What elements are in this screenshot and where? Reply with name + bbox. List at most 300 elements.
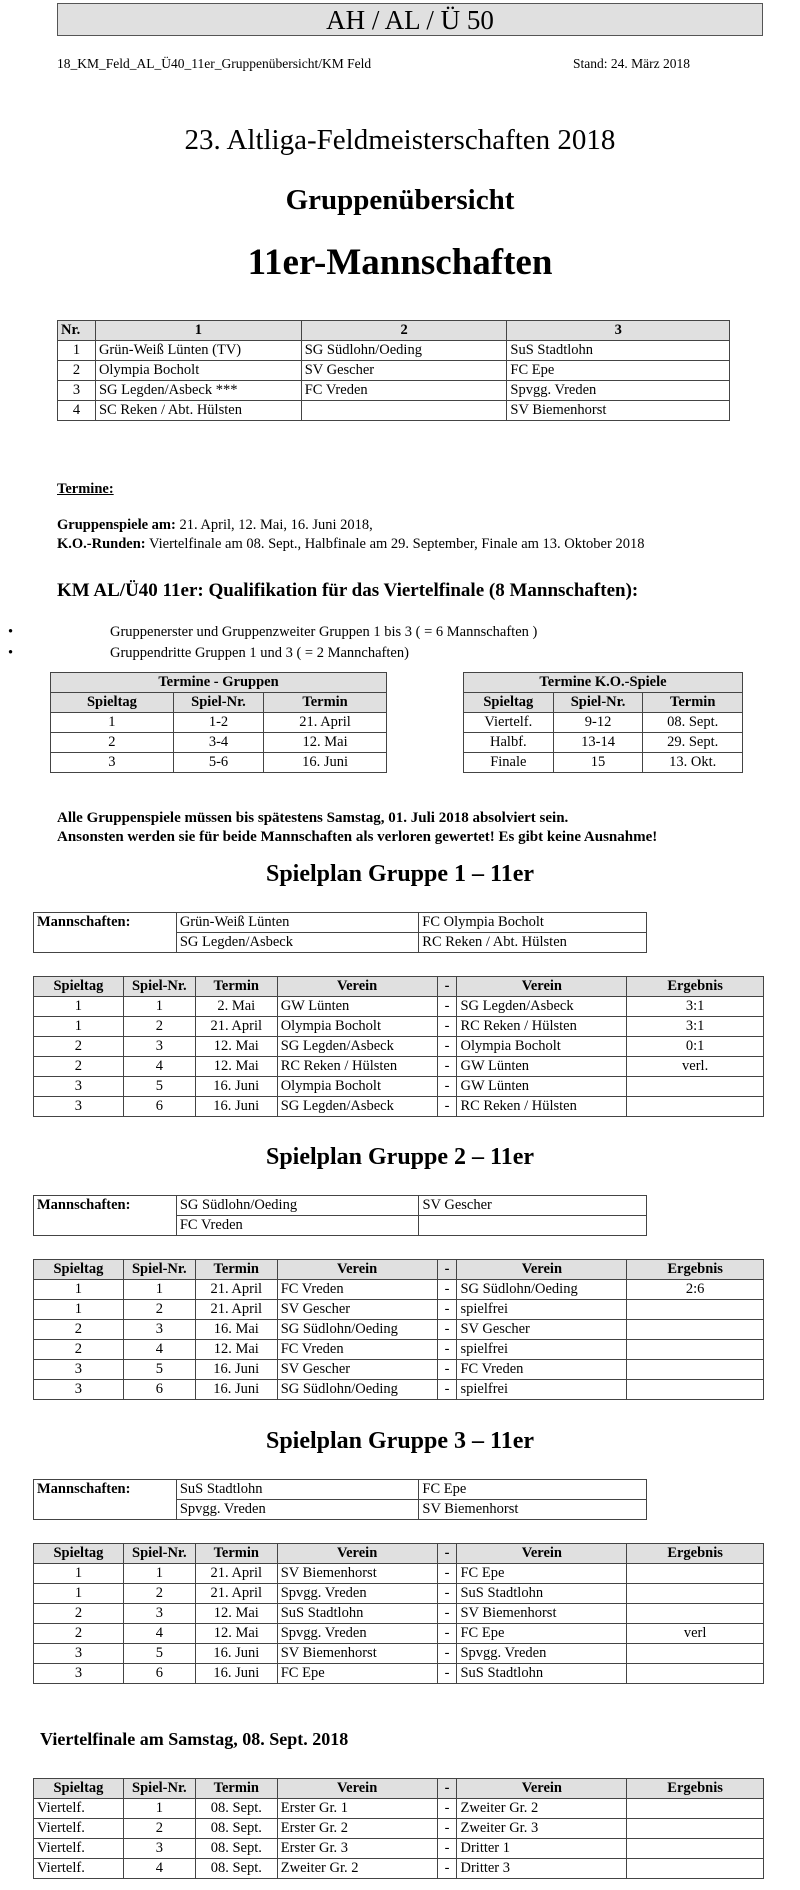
groups-table-header	[58, 321, 730, 341]
table-cell: Viertelf.	[34, 1839, 124, 1859]
table-cell: 5	[123, 1644, 195, 1664]
table-cell: 6	[123, 1097, 195, 1117]
groups-table	[57, 320, 730, 421]
header-cell: Ergebnis	[627, 1260, 764, 1280]
table-cell: 08. Sept.	[195, 1839, 277, 1859]
table-cell: FC Epe	[277, 1664, 437, 1684]
table-cell	[627, 1380, 764, 1400]
table-cell: Spvgg. Vreden	[457, 1644, 627, 1664]
table-row	[58, 381, 730, 401]
gruppenspiele-label: Gruppenspiele am:	[57, 517, 176, 533]
table-cell: -	[437, 1839, 457, 1859]
table-cell: -	[437, 1280, 457, 1300]
header-cell: -	[437, 977, 457, 997]
table-row	[464, 733, 743, 753]
table-cell: 08. Sept.	[195, 1819, 277, 1839]
table-cell: verl	[627, 1624, 764, 1644]
header-cell: Termin	[195, 1260, 277, 1280]
table-cell: 2	[34, 1340, 124, 1360]
notice-line-1: Alle Gruppenspiele müssen bis spätestens Samstag, 01. Juli 2018 absolviert sein.	[57, 810, 569, 826]
table-cell: Viertelf.	[34, 1859, 124, 1879]
header-cell: Ergebnis	[627, 977, 764, 997]
team-cell	[419, 1216, 647, 1236]
table-cell: 5	[123, 1360, 195, 1380]
table-row	[34, 1340, 764, 1360]
table-cell: -	[437, 1380, 457, 1400]
table-cell: SuS Stadtlohn	[457, 1664, 627, 1684]
group-3-matches-table	[33, 1543, 764, 1684]
table-cell: -	[437, 1604, 457, 1624]
table-cell	[627, 1664, 764, 1684]
table-cell: SG Südlohn/Oeding	[301, 341, 507, 361]
table-cell: 3	[34, 1077, 124, 1097]
table-row	[34, 1604, 764, 1624]
table-cell: 2	[34, 1320, 124, 1340]
table-cell: SV Biemenhorst	[277, 1564, 437, 1584]
header-cell: 1	[95, 321, 301, 341]
table-cell: Olympia Bocholt	[95, 361, 301, 381]
table-row	[58, 361, 730, 381]
header-cell: Spiel-Nr.	[553, 693, 643, 713]
mannschaften-label: Mannschaften:	[34, 1480, 177, 1520]
bullet-icon: •	[8, 624, 14, 640]
group-1-matches-table	[33, 976, 764, 1117]
group-2-matches-table	[33, 1259, 764, 1400]
table-cell: SG Legden/Asbeck	[277, 1097, 437, 1117]
table-cell: 1	[123, 997, 195, 1017]
table-cell: 2	[123, 1017, 195, 1037]
ko-text: Viertelfinale am 08. Sept., Halbfinale am 29. September, Finale am 13. Oktober 2018	[145, 536, 645, 552]
header-cell: Spieltag	[34, 1544, 124, 1564]
table-cell: SG Legden/Asbeck	[457, 997, 627, 1017]
table-cell: 3	[123, 1037, 195, 1057]
table-header-row	[51, 693, 387, 713]
table-cell: 08. Sept.	[643, 713, 743, 733]
header-cell: Spiel-Nr.	[123, 1779, 195, 1799]
table-row	[34, 1017, 764, 1037]
table-row	[464, 713, 743, 733]
table-cell: Olympia Bocholt	[277, 1077, 437, 1097]
table-cell: 3	[123, 1839, 195, 1859]
table-cell: -	[437, 1859, 457, 1879]
team-cell: RC Reken / Abt. Hülsten	[419, 933, 647, 953]
header-cell: Verein	[277, 977, 437, 997]
table-row	[34, 997, 764, 1017]
table-header-row	[34, 1544, 764, 1564]
table-row	[34, 1819, 764, 1839]
table-cell: SuS Stadtlohn	[507, 341, 730, 361]
table-cell: Dritter 3	[457, 1859, 627, 1879]
table-cell: FC Vreden	[277, 1340, 437, 1360]
header-cell: Ergebnis	[627, 1544, 764, 1564]
table-cell	[627, 1839, 764, 1859]
table-row	[34, 1584, 764, 1604]
table-cell: Halbf.	[464, 733, 554, 753]
table-cell: 1	[58, 341, 96, 361]
table-cell: 2	[34, 1057, 124, 1077]
team-cell: FC Epe	[419, 1480, 647, 1500]
table-cell: spielfrei	[457, 1340, 627, 1360]
header-cell: Termin	[195, 977, 277, 997]
group-1-teams-table	[33, 912, 647, 953]
table-cell: 2:6	[627, 1280, 764, 1300]
table-cell	[627, 1799, 764, 1819]
table-cell: SV Biemenhorst	[277, 1644, 437, 1664]
table-cell: -	[437, 1037, 457, 1057]
table-cell: 21. April	[264, 713, 387, 733]
table-cell: 2	[123, 1300, 195, 1320]
team-cell: SuS Stadtlohn	[176, 1480, 419, 1500]
table-row	[34, 1624, 764, 1644]
table-row	[51, 753, 387, 773]
table-cell	[627, 1077, 764, 1097]
table-cell: 12. Mai	[264, 733, 387, 753]
table-cell: 16. Juni	[195, 1664, 277, 1684]
table-cell: 6	[123, 1380, 195, 1400]
table-cell: -	[437, 1644, 457, 1664]
table-row	[51, 733, 387, 753]
termine-ko-title: Termine K.O.-Spiele	[464, 673, 743, 693]
table-cell: verl.	[627, 1057, 764, 1077]
championship-heading: 23. Altliga-Feldmeisterschaften 2018	[184, 124, 616, 156]
table-cell: SV Gescher	[277, 1360, 437, 1380]
table-cell: RC Reken / Hülsten	[457, 1097, 627, 1117]
table-cell: Spvgg. Vreden	[277, 1584, 437, 1604]
termine-ko-table	[463, 672, 743, 773]
team-cell: Grün-Weiß Lünten	[176, 913, 418, 933]
table-cell: SuS Stadtlohn	[457, 1584, 627, 1604]
table-title-row	[464, 673, 743, 693]
table-cell: Grün-Weiß Lünten (TV)	[95, 341, 301, 361]
header-cell: Termin	[264, 693, 387, 713]
header-cell: Verein	[277, 1779, 437, 1799]
viertelfinale-matches-table	[33, 1778, 764, 1879]
table-cell: -	[437, 1819, 457, 1839]
table-cell: 1	[34, 997, 124, 1017]
termine-gruppen-table	[50, 672, 387, 773]
table-cell: 5	[123, 1077, 195, 1097]
table-cell: 4	[123, 1057, 195, 1077]
stand-date: Stand: 24. März 2018	[573, 56, 690, 71]
table-row	[34, 1320, 764, 1340]
table-cell: 1-2	[173, 713, 263, 733]
table-cell: SG Südlohn/Oeding	[277, 1320, 437, 1340]
table-row	[34, 1664, 764, 1684]
ko-label: K.O.-Runden:	[57, 536, 146, 552]
header-cell: Nr.	[58, 321, 96, 341]
table-cell: 13. Okt.	[643, 753, 743, 773]
table-cell: 08. Sept.	[195, 1799, 277, 1819]
overview-heading: Gruppenübersicht	[285, 184, 515, 216]
header-cell: Spieltag	[34, 1779, 124, 1799]
table-cell: 6	[123, 1664, 195, 1684]
table-cell: 2	[34, 1604, 124, 1624]
table-cell: 1	[34, 1300, 124, 1320]
header-cell: Spieltag	[34, 977, 124, 997]
table-cell: 21. April	[195, 1584, 277, 1604]
table-cell: 3	[34, 1360, 124, 1380]
table-row	[34, 1280, 764, 1300]
table-cell: 2	[34, 1624, 124, 1644]
table-cell: FC Epe	[457, 1564, 627, 1584]
table-cell: 1	[51, 713, 174, 733]
table-header-row	[34, 1779, 764, 1799]
table-cell: -	[437, 1340, 457, 1360]
table-row	[34, 913, 647, 933]
table-cell: FC Vreden	[457, 1360, 627, 1380]
header-cell: 3	[507, 321, 730, 341]
table-cell: Zweiter Gr. 2	[457, 1799, 627, 1819]
header-cell: Verein	[457, 1544, 627, 1564]
viertelfinale-title: Viertelfinale am Samstag, 08. Sept. 2018	[40, 1729, 349, 1749]
table-cell	[627, 1604, 764, 1624]
table-cell: SV Biemenhorst	[457, 1604, 627, 1624]
table-cell: GW Lünten	[457, 1057, 627, 1077]
table-header-row	[34, 1260, 764, 1280]
table-cell: 12. Mai	[195, 1057, 277, 1077]
table-row	[34, 1300, 764, 1320]
table-header-row	[464, 693, 743, 713]
team-cell: Spvgg. Vreden	[176, 1500, 419, 1520]
bullet-text: Gruppendritte Gruppen 1 und 3 ( = 2 Mannchaften)	[110, 645, 409, 661]
table-cell: 1	[123, 1280, 195, 1300]
table-cell: 21. April	[195, 1280, 277, 1300]
table-cell: Erster Gr. 3	[277, 1839, 437, 1859]
table-cell: -	[437, 1360, 457, 1380]
table-cell: 2. Mai	[195, 997, 277, 1017]
header-cell: Verein	[457, 977, 627, 997]
table-cell	[627, 1564, 764, 1584]
header-cell: Termin	[195, 1544, 277, 1564]
header-cell: 2	[301, 321, 507, 341]
table-cell: SG Legden/Asbeck ***	[95, 381, 301, 401]
table-cell: -	[437, 1564, 457, 1584]
table-row	[34, 1077, 764, 1097]
table-cell: 16. Juni	[195, 1097, 277, 1117]
mannschaften-label: Mannschaften:	[34, 913, 177, 953]
table-cell: 0:1	[627, 1037, 764, 1057]
table-cell: 4	[58, 401, 96, 421]
table-cell: GW Lünten	[277, 997, 437, 1017]
table-cell	[301, 401, 507, 421]
table-cell: SV Biemenhorst	[507, 401, 730, 421]
table-header-row	[34, 977, 764, 997]
bullet-text: Gruppenerster und Gruppenzweiter Gruppen 1 bis 3 ( = 6 Mannschaften )	[110, 624, 538, 640]
table-cell: 2	[58, 361, 96, 381]
table-cell: -	[437, 997, 457, 1017]
table-row	[34, 1097, 764, 1117]
teams-heading: 11er-Mannschaften	[247, 242, 553, 283]
table-cell: 3	[34, 1097, 124, 1117]
table-cell: 4	[123, 1859, 195, 1879]
table-cell: spielfrei	[457, 1380, 627, 1400]
table-row	[34, 1480, 647, 1500]
table-cell: -	[437, 1799, 457, 1819]
table-cell: 4	[123, 1340, 195, 1360]
group-3-title: Spielplan Gruppe 3 – 11er	[265, 1428, 535, 1454]
table-cell: SG Legden/Asbeck	[277, 1037, 437, 1057]
header-cell: Verein	[277, 1544, 437, 1564]
team-cell: SG Südlohn/Oeding	[176, 1196, 419, 1216]
table-cell: Viertelf.	[34, 1799, 124, 1819]
table-row	[34, 1859, 764, 1879]
mannschaften-label: Mannschaften:	[34, 1196, 177, 1236]
table-cell: 08. Sept.	[195, 1859, 277, 1879]
table-cell	[627, 1340, 764, 1360]
table-cell: 9-12	[553, 713, 643, 733]
table-cell: 5-6	[173, 753, 263, 773]
file-info	[57, 56, 690, 72]
header-cell: Termin	[643, 693, 743, 713]
table-cell: 1	[34, 1017, 124, 1037]
table-cell: 12. Mai	[195, 1037, 277, 1057]
table-cell: 12. Mai	[195, 1340, 277, 1360]
table-row	[34, 1644, 764, 1664]
header-cell: Spieltag	[34, 1260, 124, 1280]
table-row	[34, 1360, 764, 1380]
table-row	[58, 341, 730, 361]
table-cell: 16. Juni	[195, 1077, 277, 1097]
table-cell: Spvgg. Vreden	[277, 1624, 437, 1644]
table-cell: Olympia Bocholt	[457, 1037, 627, 1057]
table-cell: -	[437, 1624, 457, 1644]
termine-gruppen-title: Termine - Gruppen	[51, 673, 387, 693]
group-2-teams-table	[33, 1195, 647, 1236]
table-title-row	[51, 673, 387, 693]
qualification-heading: KM AL/Ü40 11er: Qualifikation für das Viertelfinale (8 Mannschaften):	[57, 580, 639, 601]
table-cell: Dritter 1	[457, 1839, 627, 1859]
table-cell	[627, 1644, 764, 1664]
table-cell: 1	[34, 1564, 124, 1584]
table-cell: 1	[123, 1799, 195, 1819]
notice-line-2: Ansonsten werden sie für beide Mannschaften als verloren gewertet! Es gibt keine Ausnahme!	[57, 829, 658, 845]
ko-line	[57, 536, 644, 553]
table-cell: FC Epe	[457, 1624, 627, 1644]
table-cell: 3	[58, 381, 96, 401]
table-cell	[627, 1320, 764, 1340]
bullet-icon: •	[8, 645, 14, 661]
table-cell: 3	[34, 1664, 124, 1684]
table-row	[58, 401, 730, 421]
header-cell: -	[437, 1779, 457, 1799]
table-cell: 3-4	[173, 733, 263, 753]
table-cell: -	[437, 1320, 457, 1340]
group-3-teams-table	[33, 1479, 647, 1520]
team-cell: FC Vreden	[176, 1216, 419, 1236]
table-cell: 3	[123, 1604, 195, 1624]
table-cell: Viertelf.	[34, 1819, 124, 1839]
table-row	[34, 1057, 764, 1077]
table-cell: 3:1	[627, 1017, 764, 1037]
table-cell: 4	[123, 1624, 195, 1644]
table-cell	[627, 1097, 764, 1117]
header-cell: Verein	[457, 1779, 627, 1799]
header-cell: Spieltag	[51, 693, 174, 713]
table-cell: 1	[34, 1584, 124, 1604]
table-cell: Erster Gr. 1	[277, 1799, 437, 1819]
table-cell	[627, 1819, 764, 1839]
table-cell: 3	[51, 753, 174, 773]
file-path: 18_KM_Feld_AL_Ü40_11er_Gruppenübersicht/KM Feld	[57, 56, 372, 71]
table-cell: 3	[123, 1320, 195, 1340]
table-cell	[627, 1300, 764, 1320]
team-cell: SG Legden/Asbeck	[176, 933, 418, 953]
table-cell: RC Reken / Hülsten	[457, 1017, 627, 1037]
table-cell: SG Südlohn/Oeding	[277, 1380, 437, 1400]
table-cell: 21. April	[195, 1017, 277, 1037]
table-cell: 16. Juni	[195, 1644, 277, 1664]
table-cell: -	[437, 1077, 457, 1097]
table-cell: 2	[51, 733, 174, 753]
header-cell: Spiel-Nr.	[123, 1260, 195, 1280]
header-cell: Ergebnis	[627, 1779, 764, 1799]
table-cell: 16. Juni	[195, 1360, 277, 1380]
table-cell: -	[437, 1584, 457, 1604]
table-cell: 21. April	[195, 1300, 277, 1320]
table-cell: Zweiter Gr. 2	[277, 1859, 437, 1879]
table-cell: -	[437, 1057, 457, 1077]
table-cell: Olympia Bocholt	[277, 1017, 437, 1037]
table-cell: SuS Stadtlohn	[277, 1604, 437, 1624]
team-cell: FC Olympia Bocholt	[419, 913, 647, 933]
group-1-title: Spielplan Gruppe 1 – 11er	[265, 861, 535, 887]
table-cell: 16. Mai	[195, 1320, 277, 1340]
table-row	[34, 1037, 764, 1057]
header-cell: Verein	[457, 1260, 627, 1280]
table-cell	[627, 1584, 764, 1604]
table-cell: 3	[34, 1380, 124, 1400]
table-cell: FC Epe	[507, 361, 730, 381]
header-cell: -	[437, 1260, 457, 1280]
table-row	[34, 1564, 764, 1584]
table-cell: 2	[123, 1584, 195, 1604]
table-cell: 15	[553, 753, 643, 773]
table-cell: SV Gescher	[277, 1300, 437, 1320]
table-cell: 12. Mai	[195, 1604, 277, 1624]
table-cell: -	[437, 1300, 457, 1320]
table-cell: GW Lünten	[457, 1077, 627, 1097]
gruppenspiele-line	[57, 517, 373, 534]
table-cell: FC Vreden	[277, 1280, 437, 1300]
header-cell: Spieltag	[464, 693, 554, 713]
table-cell: 2	[34, 1037, 124, 1057]
table-cell: 1	[34, 1280, 124, 1300]
table-cell: -	[437, 1097, 457, 1117]
header-cell: Spiel-Nr.	[123, 977, 195, 997]
gruppenspiele-text: 21. April, 12. Mai, 16. Juni 2018,	[175, 517, 373, 533]
header-cell: Spiel-Nr.	[123, 1544, 195, 1564]
table-cell: 1	[123, 1564, 195, 1584]
table-cell: 21. April	[195, 1564, 277, 1584]
table-row	[34, 1799, 764, 1819]
table-cell: Zweiter Gr. 3	[457, 1819, 627, 1839]
table-cell: SC Reken / Abt. Hülsten	[95, 401, 301, 421]
header-cell: -	[437, 1544, 457, 1564]
table-cell: -	[437, 1017, 457, 1037]
team-cell: SV Gescher	[419, 1196, 647, 1216]
header-cell: Spiel-Nr.	[173, 693, 263, 713]
table-row	[34, 1839, 764, 1859]
table-cell	[627, 1360, 764, 1380]
table-cell: 13-14	[553, 733, 643, 753]
table-cell: FC Vreden	[301, 381, 507, 401]
header-cell: Verein	[277, 1260, 437, 1280]
table-cell	[627, 1859, 764, 1879]
table-cell: Finale	[464, 753, 554, 773]
table-cell: 3	[34, 1644, 124, 1664]
table-cell: SV Gescher	[301, 361, 507, 381]
table-cell: 12. Mai	[195, 1624, 277, 1644]
